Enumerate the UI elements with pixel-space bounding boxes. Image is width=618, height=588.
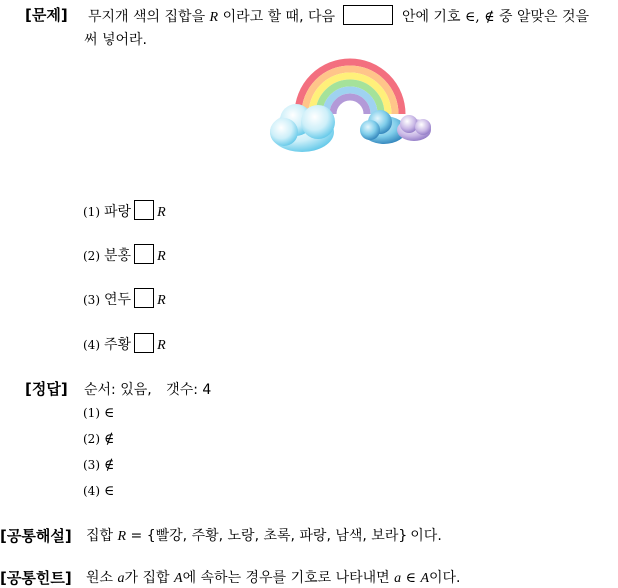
rainbow-band-purple	[333, 97, 367, 114]
answer-symbol: ∈	[104, 483, 115, 499]
hint-element: a	[117, 571, 125, 586]
rainbow-image	[266, 56, 436, 160]
answer-item-4	[83, 483, 114, 499]
hint-label: [공통힌트]	[0, 569, 72, 587]
item-number: (1)	[83, 205, 100, 219]
item-word: 연두	[104, 292, 132, 308]
hint-expr-symbol: ∈	[405, 570, 416, 586]
question-item-2	[83, 244, 166, 265]
explanation-content: = {빨강, 주황, 노랑, 초록, 파랑, 남색, 보라}	[130, 528, 408, 544]
answer-item-3	[83, 457, 114, 473]
explanation-text	[86, 525, 442, 545]
hint-part-3: 에 속하는 경우를 기호로 나타내면	[182, 570, 390, 586]
item-set: R	[157, 249, 166, 264]
explanation-label: [공통해설]	[0, 527, 72, 545]
answer-box-3[interactable]	[134, 288, 154, 308]
order-text: 순서: 있음,	[84, 382, 152, 398]
item-word: 파랑	[104, 204, 132, 220]
answer-item-1	[83, 405, 114, 421]
explanation-suffix: 이다.	[410, 528, 442, 544]
answer-box-2[interactable]	[134, 244, 154, 264]
hint-set: A	[174, 571, 183, 586]
answer-blank-example	[343, 5, 393, 25]
answer-number: (4)	[83, 484, 100, 498]
item-number: (2)	[83, 249, 100, 263]
answer-symbol: ∈	[104, 405, 115, 421]
count-text: 갯수: 4	[166, 382, 212, 398]
hint-text	[86, 567, 461, 587]
problem-line-1	[88, 5, 589, 26]
item-word: 분홍	[104, 248, 132, 264]
cloud-small	[397, 115, 431, 141]
question-item-4	[83, 333, 166, 354]
answer-number: (3)	[83, 458, 100, 472]
hint-expr-a: a	[394, 571, 402, 586]
answer-symbol: ∉	[104, 457, 115, 473]
problem-label: [문제]	[25, 6, 68, 24]
hint-part-1: 원소	[86, 570, 114, 586]
problem-line-2: 써 넣어라.	[84, 32, 147, 48]
item-set: R	[157, 205, 166, 220]
problem-text-c: 안에 기호	[401, 9, 461, 25]
answer-number: (1)	[83, 406, 100, 420]
question-item-1	[83, 200, 166, 221]
hint-part-2: 가 집합	[124, 570, 170, 586]
item-number: (3)	[83, 293, 100, 307]
item-set: R	[157, 338, 166, 353]
answer-item-2	[83, 431, 114, 447]
item-word: 주황	[104, 337, 132, 353]
explanation-prefix: 집합	[86, 528, 114, 544]
cloud-left	[270, 104, 335, 152]
hint-part-4: 이다.	[429, 570, 461, 586]
answer-label: [정답]	[25, 380, 68, 398]
item-set: R	[157, 293, 166, 308]
answer-box-4[interactable]	[134, 333, 154, 353]
answer-box-1[interactable]	[134, 200, 154, 220]
problem-text-d: 중 알맞은 것을	[499, 9, 590, 25]
hint-expr-set: A	[420, 571, 429, 586]
symbols: ∈, ∉	[464, 9, 495, 25]
item-number: (4)	[83, 338, 100, 352]
answer-number: (2)	[83, 432, 100, 446]
set-variable: R	[209, 10, 219, 25]
answer-symbol: ∉	[104, 431, 115, 447]
explanation-set: R	[117, 529, 127, 544]
problem-text-b: 이라고 할 때, 다음	[222, 9, 336, 25]
question-item-3	[83, 288, 166, 309]
answer-meta	[84, 379, 211, 399]
problem-text-a: 무지개 색의 집합을	[88, 9, 206, 25]
